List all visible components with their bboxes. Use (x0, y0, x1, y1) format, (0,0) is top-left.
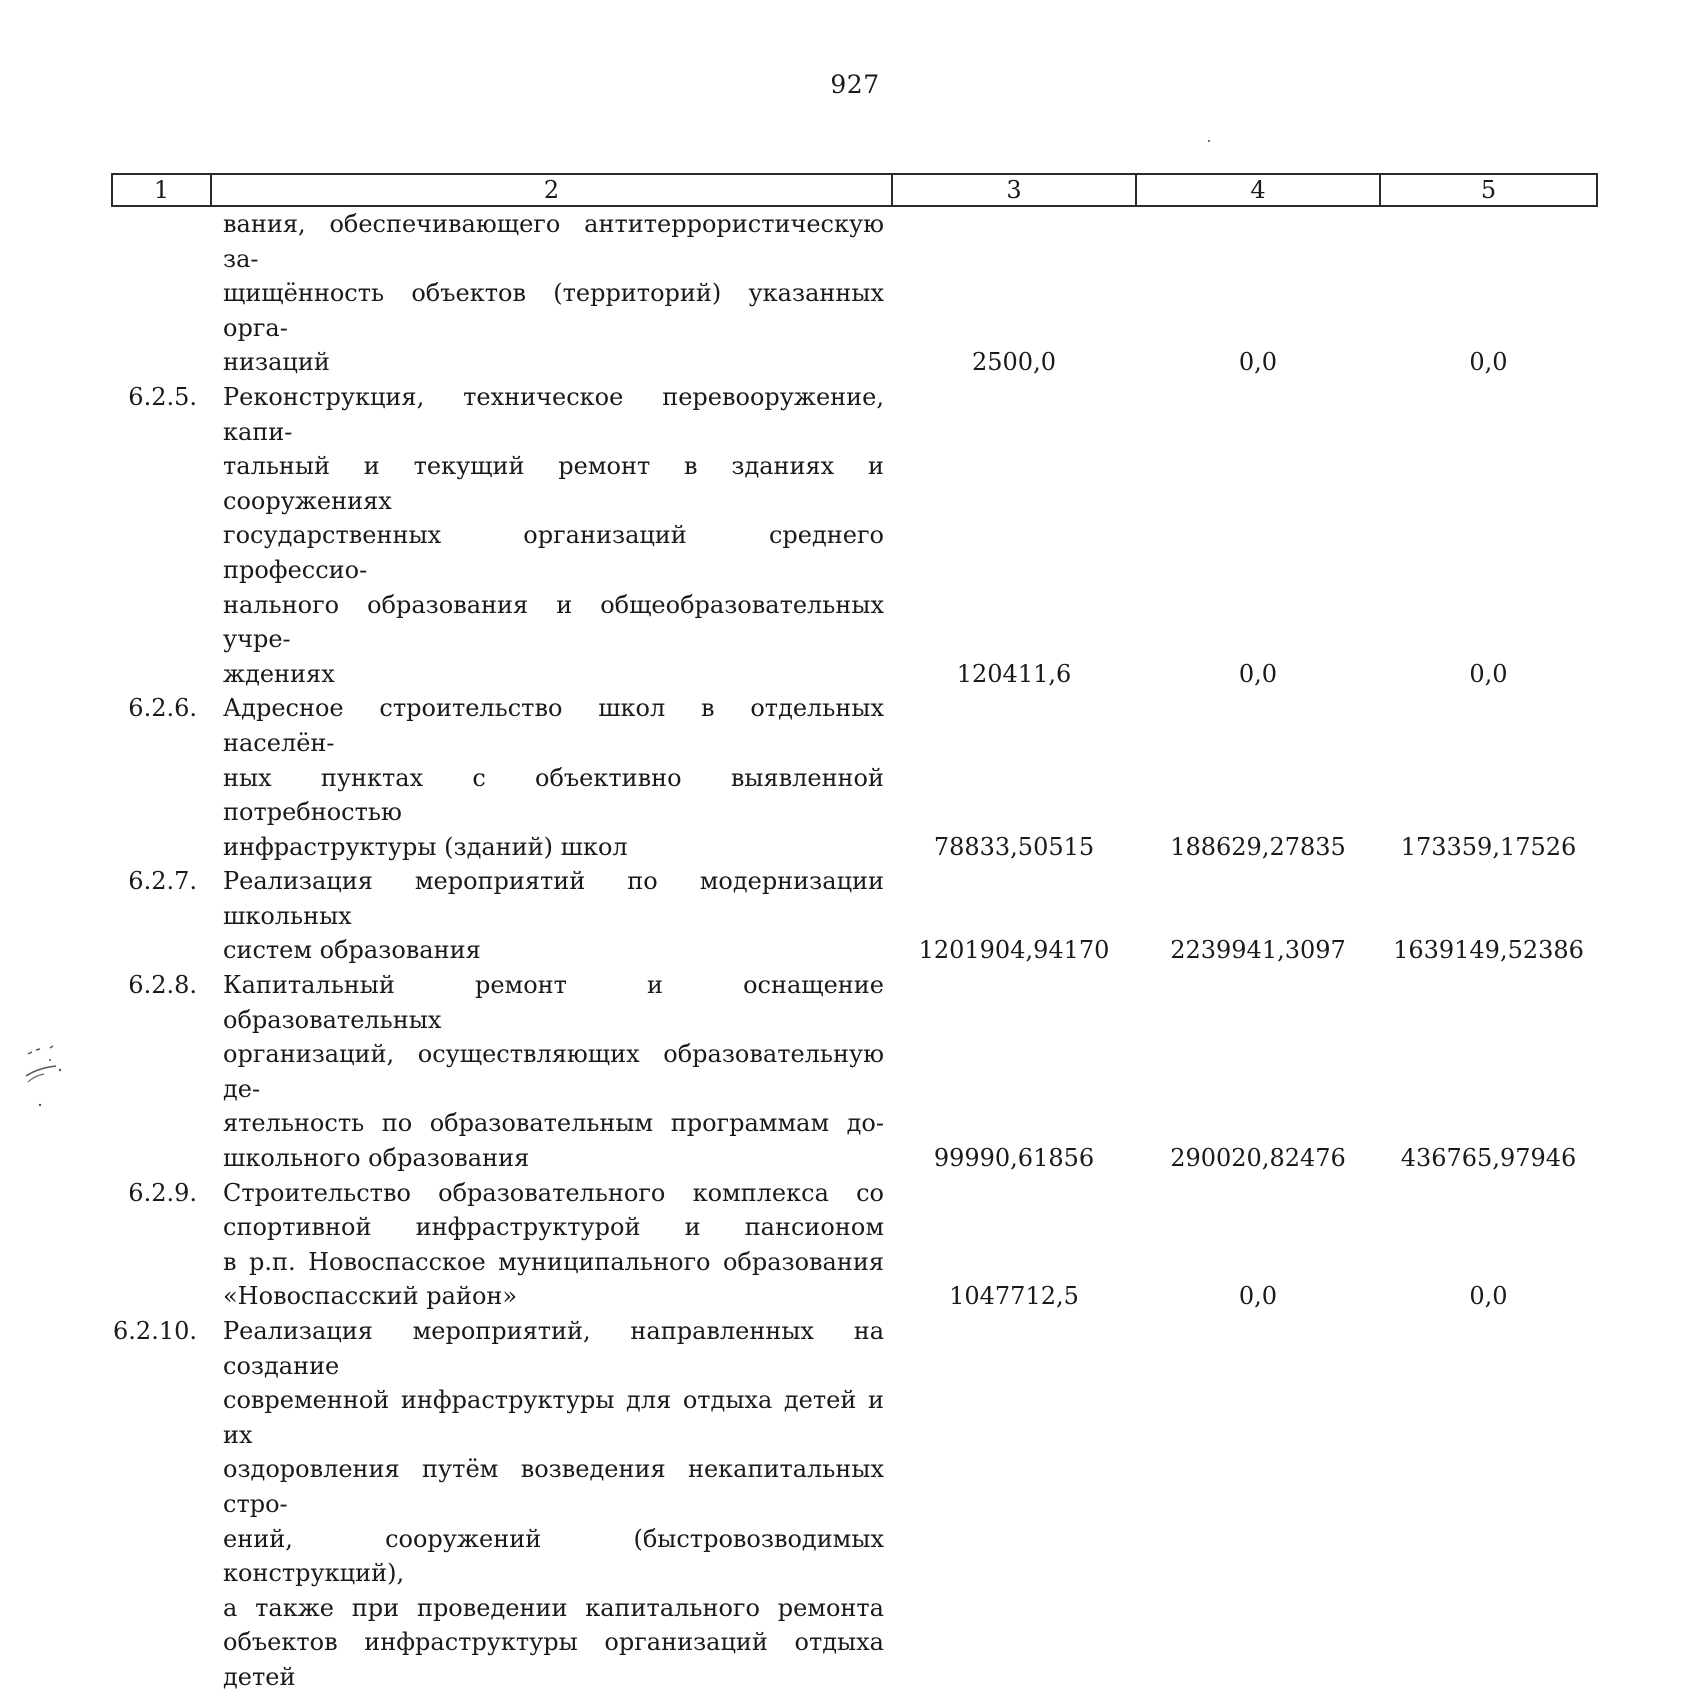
description-line: нального образования и общеобразовательных учре- (223, 590, 884, 654)
table-header-row (112, 174, 1597, 206)
row-number: 6.2.5. (128, 382, 197, 411)
description-line: современной инфраструктуры для отдыха детей и их (223, 1386, 884, 1449)
description-line: организаций, осуществляющих образовательную де- (223, 1040, 884, 1103)
row-number: 6.2.10. (113, 1317, 197, 1345)
value-col4: 188629,27835 (1170, 832, 1346, 861)
description-line: инфраструктуры (зданий) школ (223, 832, 628, 861)
row-number: 6.2.6. (128, 694, 197, 723)
description-line: ных пунктах с объективно выявленной потребностью (223, 763, 884, 827)
description-line: вания, обеспечивающего антитеррористическую за- (223, 210, 884, 273)
value-col4: 290020,82476 (1170, 1144, 1346, 1173)
description-line: ений, сооружений (быстровозводимых конструкций), (223, 1524, 884, 1588)
row-description (211, 380, 892, 691)
table-row (112, 864, 1597, 968)
value-col5: 0,0 (1469, 659, 1508, 688)
description-line: а также при проведении капитального ремонта (223, 1593, 884, 1622)
row-description (211, 1314, 892, 1695)
table-row (112, 691, 1597, 864)
description-line: Строительство образовательного комплекса со (223, 1178, 884, 1207)
description-line: спортивной инфраструктурой и пансионом (223, 1213, 884, 1242)
description-line: объектов инфраструктуры организаций отдыха детей (223, 1628, 884, 1691)
value-col5: 0,0 (1469, 348, 1508, 377)
scan-speck (1208, 140, 1210, 142)
value-col4: 0,0 (1238, 659, 1278, 688)
margin-scan-marks (20, 1040, 70, 1110)
value-col3: 78833,50515 (933, 832, 1095, 861)
description-line: систем образования (223, 936, 481, 965)
description-line: Реконструкция, техническое перевооружение, капи- (223, 382, 884, 446)
row-description (211, 968, 892, 1176)
row-description (211, 864, 892, 968)
description-line: тальный и текущий ремонт в зданиях и сооружениях (223, 452, 884, 515)
table-row (112, 1176, 1597, 1314)
description-line: щищённость объектов (территорий) указанных орга- (223, 279, 884, 342)
column-header: 5 (1380, 174, 1597, 206)
row-number: 6.2.7. (128, 867, 197, 896)
value-col5: 1639149,52386 (1393, 936, 1584, 965)
description-line: оздоровления путём возведения некапитальных стро- (223, 1455, 884, 1518)
value-col4 (1136, 1314, 1380, 1695)
column-header: 4 (1136, 174, 1380, 206)
value-col3: 2500,0 (972, 348, 1056, 377)
row-number: 6.2.9. (128, 1178, 197, 1207)
value-col3 (892, 1314, 1136, 1695)
table-body (112, 206, 1597, 1695)
column-header: 3 (892, 174, 1136, 206)
row-description (211, 1176, 892, 1314)
table-row (112, 206, 1597, 380)
value-col3: 99990,61856 (933, 1144, 1095, 1173)
description-line: Реализация мероприятий по модернизации школьных (223, 867, 884, 930)
description-line: низаций (223, 348, 330, 377)
row-number: 6.2.8. (128, 971, 197, 1000)
description-line: школьного образования (223, 1144, 530, 1173)
description-line: в р.п. Новоспасское муниципального образования (223, 1247, 884, 1276)
page-number: 927 (830, 70, 880, 99)
column-header: 2 (211, 174, 892, 206)
value-col4: 0,0 (1238, 348, 1278, 377)
value-col5: 0,0 (1469, 1282, 1508, 1311)
value-col4: 2239941,3097 (1170, 936, 1346, 965)
description-line: Адресное строительство школ в отдельных населён- (223, 694, 884, 757)
value-col5 (1380, 1314, 1597, 1695)
value-col3: 120411,6 (956, 659, 1072, 688)
description-line: ятельность по образовательным программам до- (223, 1109, 884, 1138)
value-col5: 173359,17526 (1400, 832, 1577, 861)
budget-table (111, 173, 1598, 1695)
column-header: 1 (112, 174, 211, 206)
value-col3: 1201904,94170 (918, 936, 1110, 965)
table-row (112, 1314, 1597, 1695)
value-col3: 1047712,5 (949, 1282, 1079, 1311)
table-row (112, 380, 1597, 691)
value-col4: 0,0 (1238, 1282, 1278, 1311)
value-col5: 436765,97946 (1400, 1144, 1577, 1173)
description-line: Капитальный ремонт и оснащение образовательных (223, 971, 884, 1034)
description-line: Реализация мероприятий, направленных на создание (223, 1317, 884, 1380)
description-line: государственных организаций среднего профессио- (223, 521, 884, 584)
row-description (211, 691, 892, 864)
row-description (211, 206, 892, 380)
row-number (112, 206, 211, 380)
description-line: «Новоспасский район» (223, 1282, 518, 1311)
description-line: ждениях (223, 659, 335, 688)
table-row (112, 968, 1597, 1176)
